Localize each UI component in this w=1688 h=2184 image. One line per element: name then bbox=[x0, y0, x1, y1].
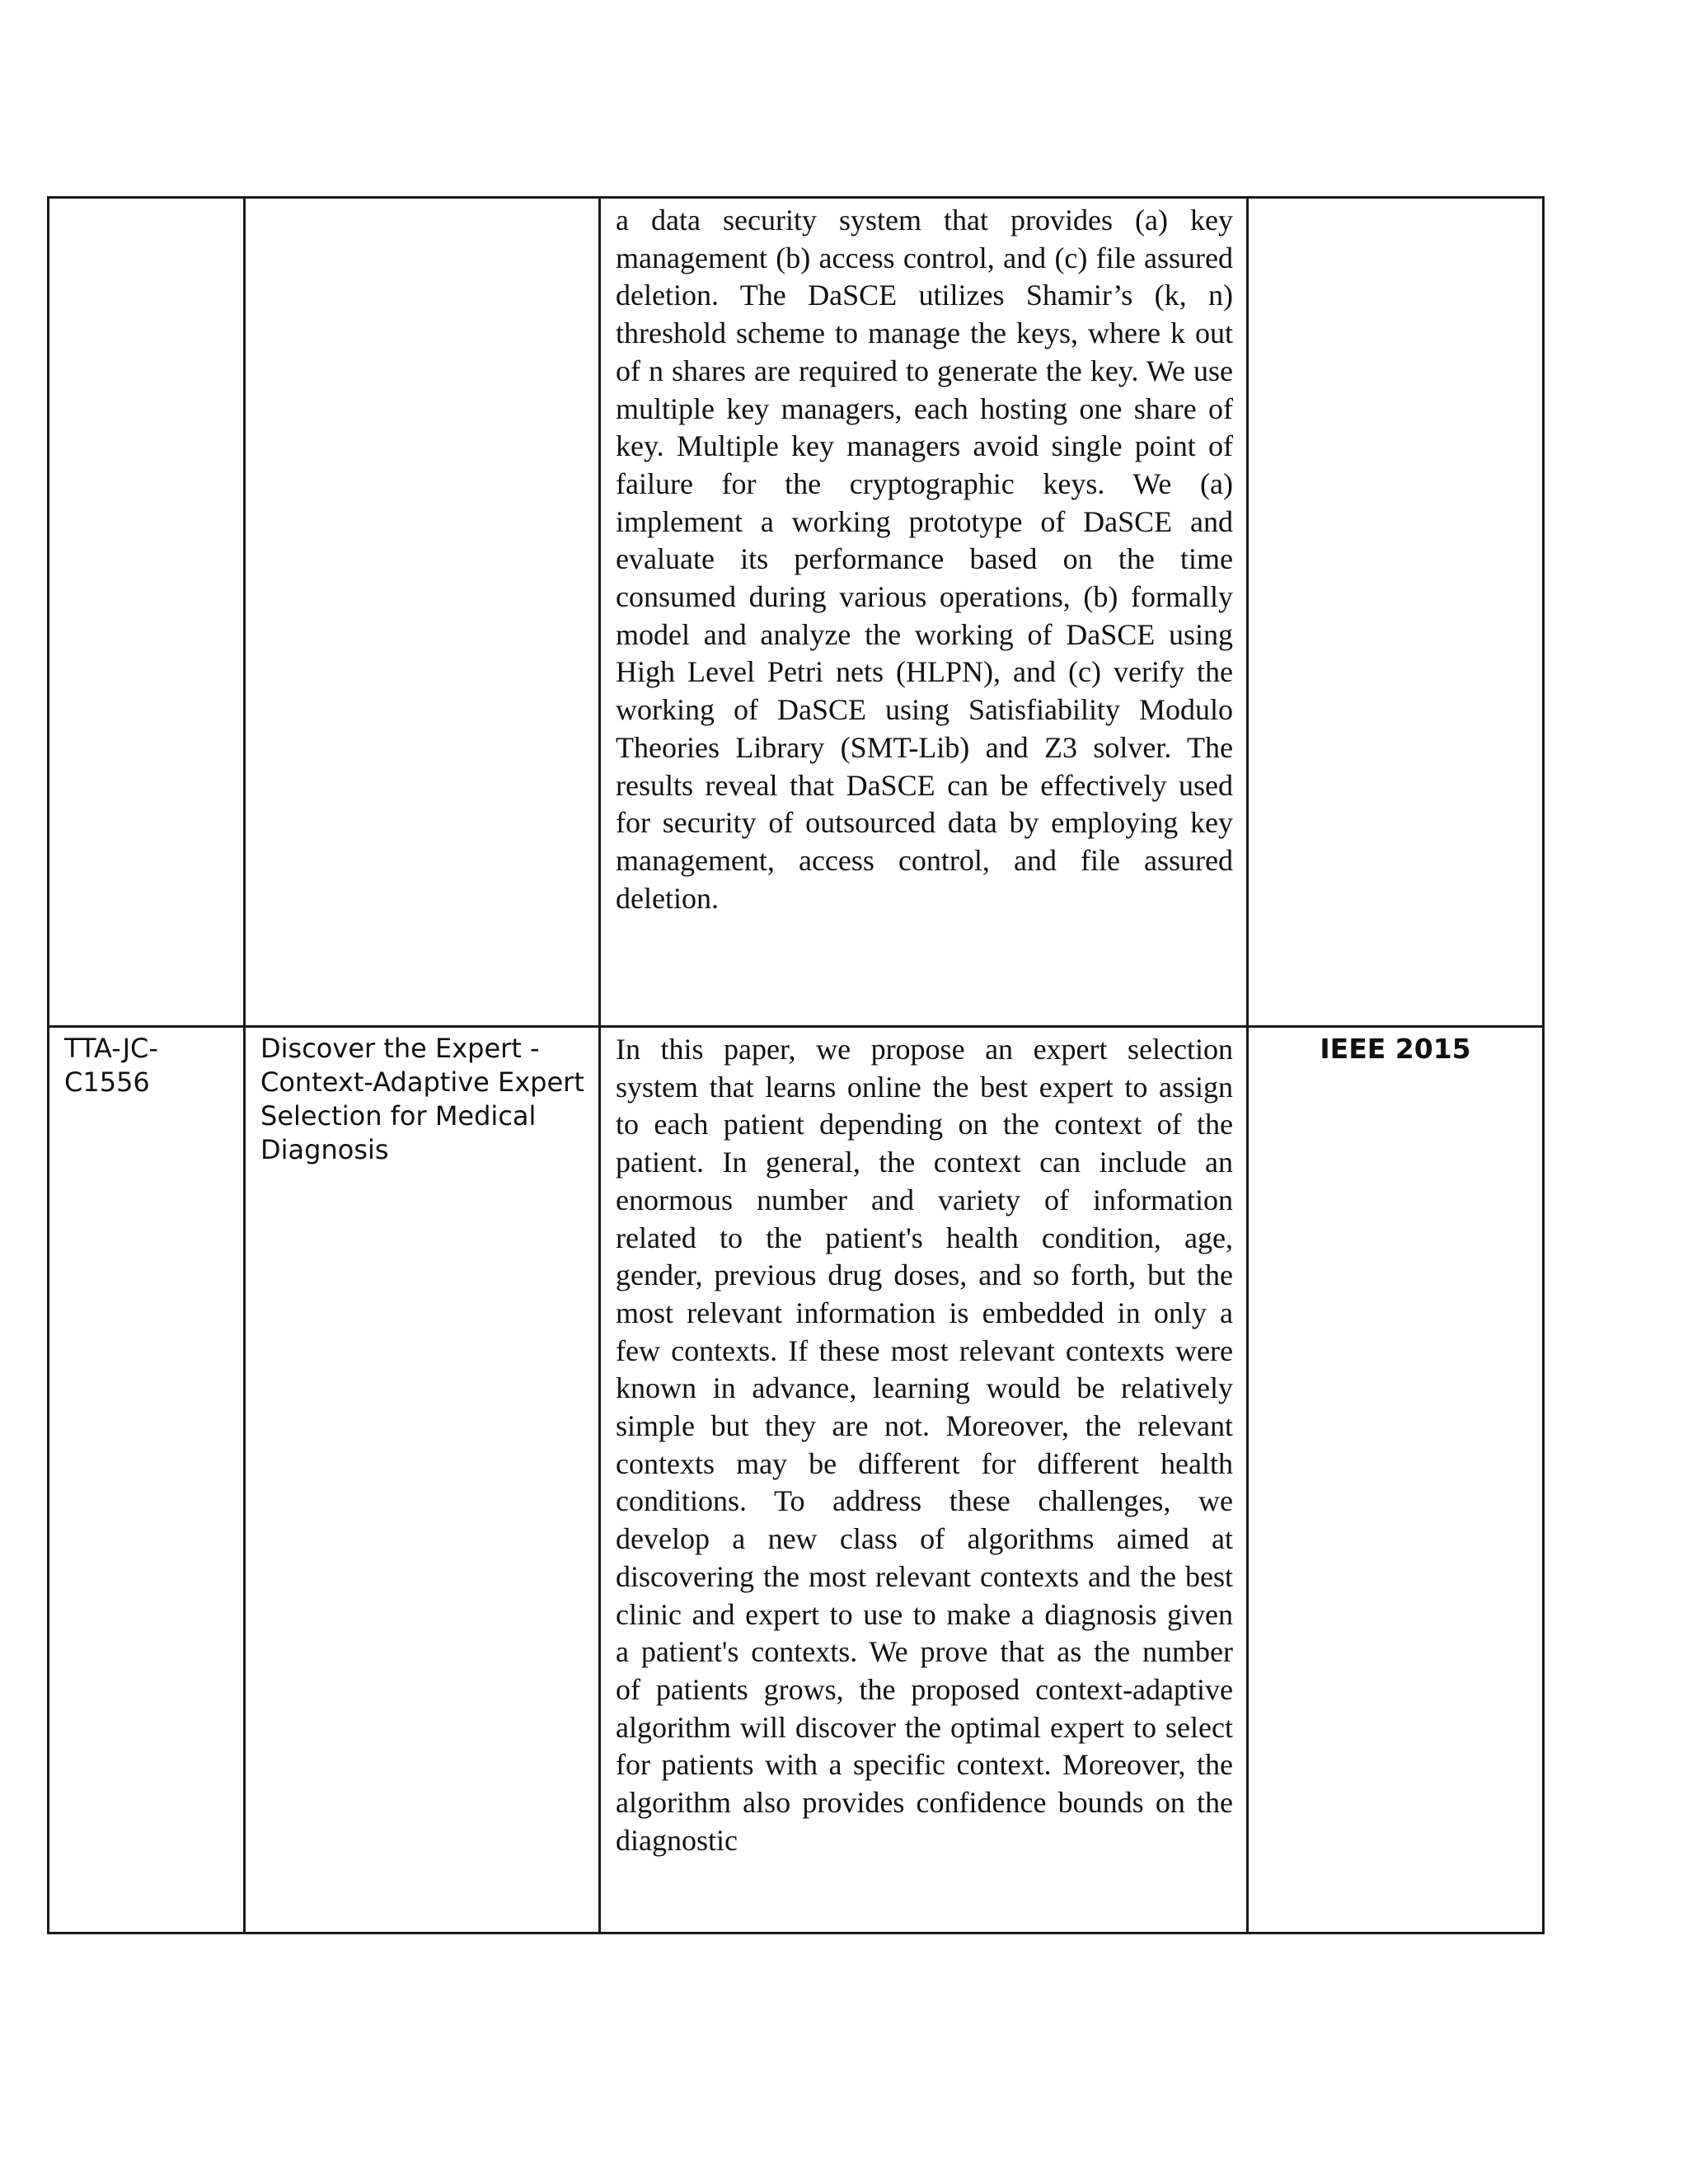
project-code-cell bbox=[49, 198, 245, 1027]
table-row bbox=[49, 198, 1544, 1027]
project-code-cell: TTA-JC-C1556 bbox=[49, 1027, 245, 1933]
projects-table bbox=[47, 196, 1545, 1934]
project-year-cell: IEEE 2015 bbox=[1248, 1027, 1544, 1933]
table-row bbox=[49, 1027, 1544, 1933]
project-year-cell bbox=[1248, 198, 1544, 1027]
project-abstract-cell: In this paper, we propose an expert selection system that learns online the best expert to assign to each patient depending on the context of the patient. In general, the context can include an enormous number and variety of information related to the patient's health condition, age, gender, previous drug doses, and so forth, but the most relevant information is embedded in only a few contexts. If these most relevant contexts were known in advance, learning would be relatively simple but they are not. Moreover, the relevant contexts may be different for different health conditions. To address these challenges, we develop a new class of algorithms aimed at discovering the most relevant contexts and the best clinic and expert to use to make a diagnosis given a patient's contexts. We prove that as the number of patients grows, the proposed context-adaptive algorithm will discover the optimal expert to select for patients with a specific context. Moreover, the algorithm also provides confidence bounds on the diagnostic bbox=[600, 1027, 1248, 1933]
project-title-cell bbox=[245, 198, 600, 1027]
project-title-cell: Discover the Expert - Context-Adaptive Expert Selection for Medical Diagnosis bbox=[245, 1027, 600, 1933]
project-abstract-cell: a data security system that provides (a) key management (b) access control, and (c) file assured deletion. The DaSCE utilizes Shamir’s (k, n) threshold scheme to manage the keys, where k out of n shares are required to generate the key. We use multiple key managers, each hosting one share of key. Multiple key managers avoid single point of failure for the cryptographic keys. We (a) implement a working prototype of DaSCE and evaluate its performance based on the time consumed during various operations, (b) formally model and analyze the working of DaSCE using High Level Petri nets (HLPN), and (c) verify the working of DaSCE using Satisfiability Modulo Theories Library (SMT-Lib) and Z3 solver. The results reveal that DaSCE can be effectively used for security of outsourced data by employing key management, access control, and file assured deletion. bbox=[600, 198, 1248, 1027]
